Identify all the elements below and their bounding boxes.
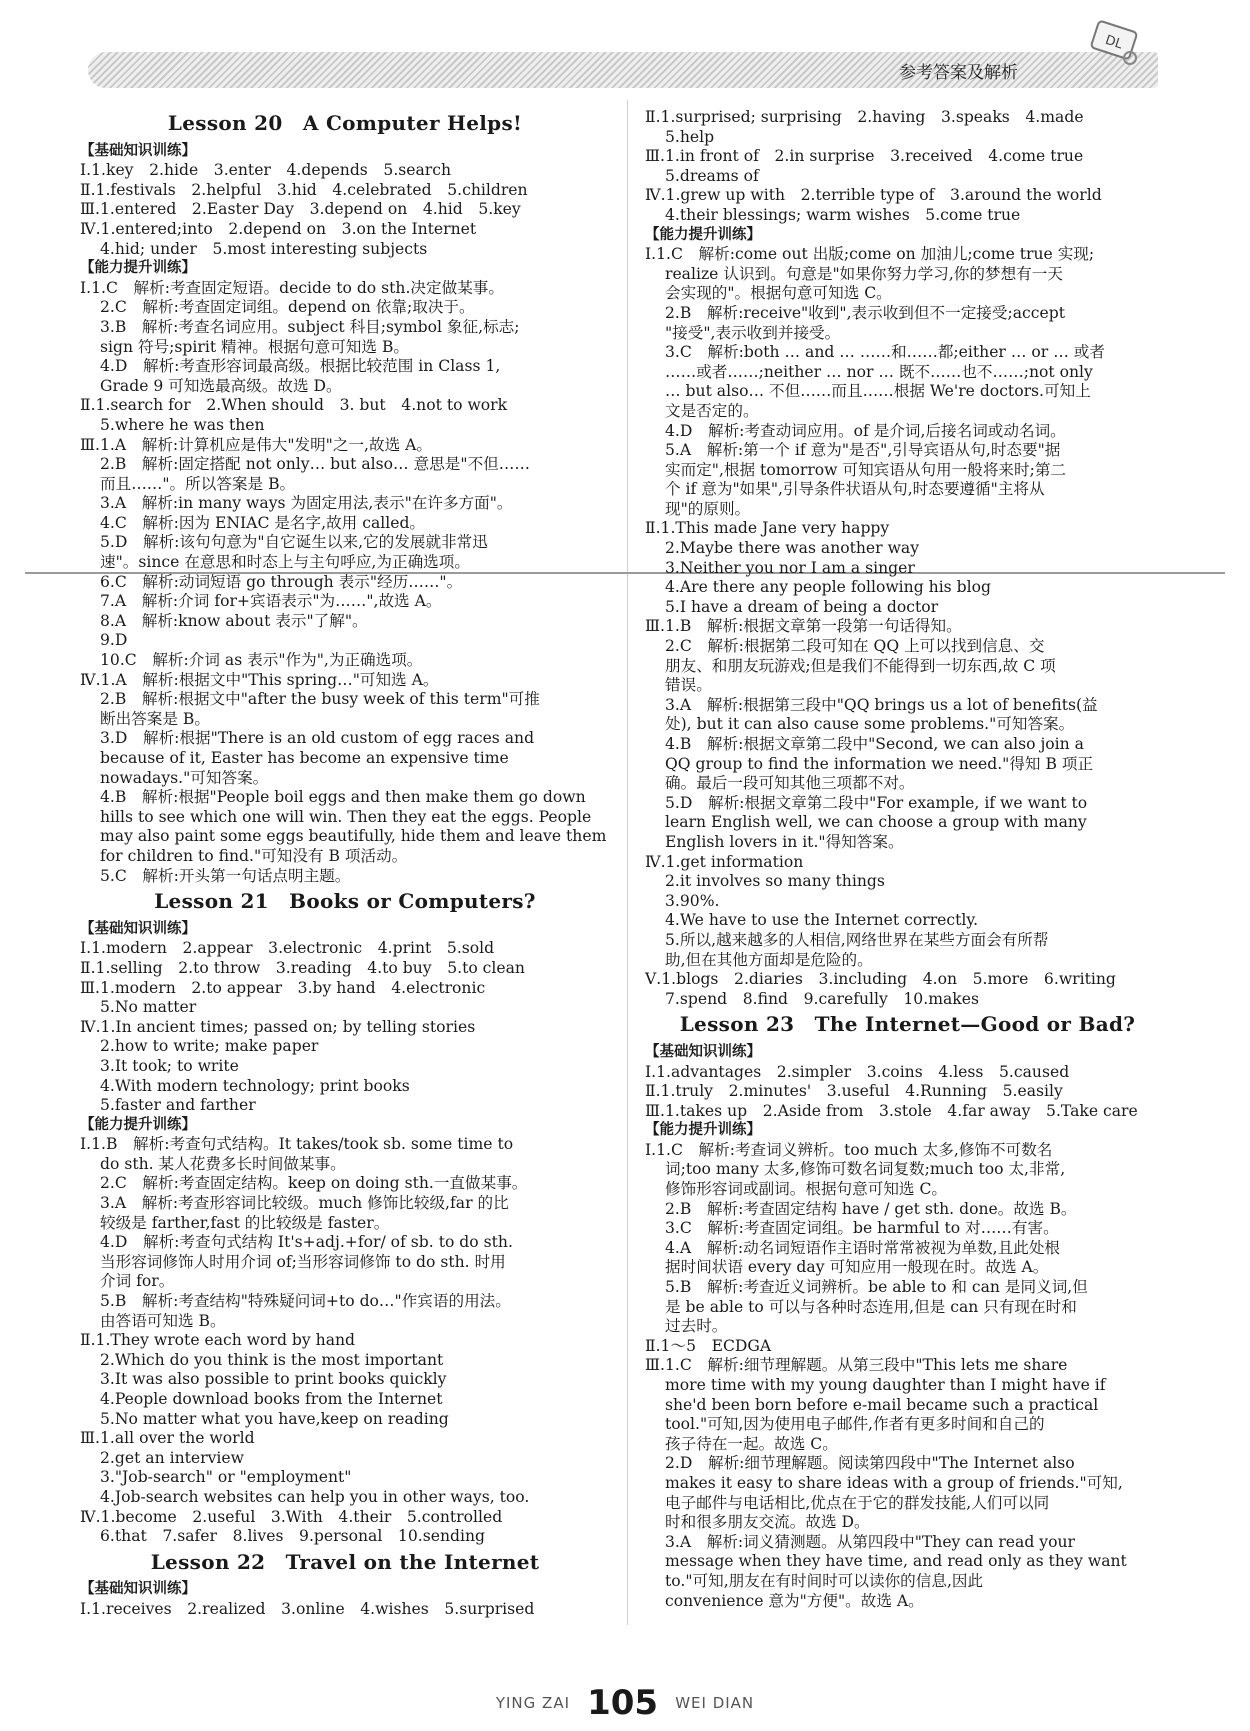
answer-line: 较级是 farther,fast 的比较级是 faster。 <box>100 1213 390 1232</box>
header-banner <box>88 52 1158 88</box>
answer-line: 5.A 解析:第一个 if 意为"是否",引导宾语从句,时态要"据 <box>665 441 1061 460</box>
answer-line: 时和很多朋友交流。故选 D。 <box>665 1513 870 1532</box>
answer-line: 7.spend 8.find 9.carefully 10.makes <box>665 989 979 1008</box>
answer-line: 4.B 解析:根据文章第二段中"Second, we can also join a <box>665 735 1084 753</box>
answer-line: more time with my young daughter than I might have if <box>665 1376 1106 1394</box>
answer-line: 3.C 解析:both … and … ……和……都;either … or … 或者 <box>665 343 1105 362</box>
answer-line: 4.We have to use the Internet correctly. <box>665 911 979 930</box>
answer-line: 修饰形容词或副词。根据句意可知选 C。 <box>665 1180 947 1199</box>
section-heading: 【能力提升训练】 <box>645 226 761 243</box>
footer <box>0 1683 1250 1723</box>
answer-line: 4.With modern technology; print books <box>100 1076 410 1095</box>
answer-line: Ⅲ.1.takes up 2.Aside from 3.stole 4.far away 5.Take care <box>645 1101 1138 1120</box>
answer-line: Ⅰ.1.B 解析:考查句式结构。It takes/took sb. some time to <box>80 1135 514 1154</box>
answer-line: 5.D 解析:该句句意为"自它诞生以来,它的发展就非常迅 <box>100 533 488 552</box>
answer-line: 文是否定的。 <box>665 401 759 420</box>
answer-line: Ⅰ.1.receives 2.realized 3.online 4.wishes 5.surprised <box>80 1599 535 1618</box>
right-column <box>645 108 1170 1611</box>
answer-line: 3.A 解析:根据第三段中"QQ brings us a lot of benefits(益 <box>665 695 1098 714</box>
answer-line: 现"的原则。 <box>665 499 751 518</box>
answer-line: 3.It was also possible to print books quickly <box>100 1370 447 1389</box>
answer-line: convenience 意为"方便"。故选 A。 <box>665 1591 924 1610</box>
answer-line: 7.A 解析:介词 for+宾语表示"为……",故选 A。 <box>100 592 442 611</box>
answer-line: 8.A 解析:know about 表示"了解"。 <box>100 611 368 630</box>
answer-line: 5.faster and farther <box>100 1096 256 1115</box>
answer-line: 6.that 7.safer 8.lives 9.personal 10.sending <box>100 1527 485 1546</box>
answer-line: 10.C 解析:介词 as 表示"作为",为正确选项。 <box>100 651 423 670</box>
answer-line: realize 认识到。句意是"如果你努力学习,你的梦想有一天 <box>665 264 1063 283</box>
section-heading: 【能力提升训练】 <box>645 1122 761 1139</box>
answer-line: 当形容词修饰人时用介词 of;当形容词修饰 to do sth. 时用 <box>100 1252 506 1271</box>
answer-line: 3.It took; to write <box>100 1056 239 1075</box>
answer-line: 5.B 解析:考查近义词辨析。be able to 和 can 是同义词,但 <box>665 1278 1088 1297</box>
answer-line: 2.it involves so many things <box>665 872 885 891</box>
answer-line: 而且……"。所以答案是 B。 <box>100 474 296 493</box>
answer-line: Ⅱ.1.They wrote each word by hand <box>80 1331 356 1350</box>
answer-line: 朋友、和朋友玩游戏;但是我们不能得到一切东西,故 C 项 <box>665 656 1056 675</box>
answer-line: 5.B 解析:考查结构"特殊疑问词+to do…"作宾语的用法。 <box>100 1292 511 1311</box>
answer-line: 2.D 解析:细节理解题。阅读第四段中"The Internet also <box>665 1454 1075 1473</box>
answer-line: Ⅴ.1.blogs 2.diaries 3.including 4.on 5.more 6.writing <box>645 970 1116 989</box>
answer-line: 5.help <box>665 127 715 146</box>
answer-line: 5.No matter what you have,keep on reading <box>100 1409 449 1428</box>
answer-line: 助,但在其他方面却是危险的。 <box>665 950 873 969</box>
answer-line: Ⅱ.1.This made Jane very happy <box>645 519 890 538</box>
answer-line: 2.B 解析:考查固定结构 have / get sth. done。故选 B。 <box>665 1199 1077 1218</box>
section-heading: 【基础知识训练】 <box>645 1043 761 1060</box>
answer-line: 5.No matter <box>100 998 197 1017</box>
answer-line: … but also… 不但……而且……根据 We're doctors.可知上 <box>665 382 1091 401</box>
answer-line: 5.C 解析:开头第一句话点明主题。 <box>100 866 351 885</box>
answer-line: Ⅱ.1.search for 2.When should 3. but 4.not to work <box>80 396 508 415</box>
answer-line: Ⅳ.1.get information <box>645 852 804 871</box>
answer-line: Ⅲ.1.all over the world <box>80 1429 255 1448</box>
page-number: 105 <box>587 1683 659 1723</box>
answer-line: Ⅲ.1.in front of 2.in surprise 3.received 4.come true <box>645 147 1084 166</box>
answer-line: 4.C 解析:因为 ENIAC 是名字,故用 called。 <box>100 513 426 532</box>
answer-line: hills to see which one will win. Then they eat the eggs. People <box>100 807 592 826</box>
answer-line: 速"。since 在意思和时态上与主句呼应,为正确选项。 <box>100 553 470 572</box>
answer-line: 3.B 解析:考查名词应用。subject 科目;symbol 象征,标志; <box>100 317 520 336</box>
answer-line: nowadays."可知答案。 <box>100 768 269 787</box>
answer-line: 3.A 解析:考查形容词比较级。much 修饰比较级,far 的比 <box>100 1194 509 1213</box>
answer-line: 介词 for。 <box>100 1272 175 1291</box>
answer-line: Ⅳ.1.entered;into 2.depend on 3.on the Internet <box>80 219 477 238</box>
answer-line: 5.where he was then <box>100 415 265 434</box>
answer-line: Ⅳ.1.become 2.useful 3.With 4.their 5.controlled <box>80 1507 503 1526</box>
answer-line: tool."可知,因为使用电子邮件,作者有更多时间和自己的 <box>665 1415 1045 1434</box>
answer-line: message when they have time, and read only as they want <box>665 1552 1127 1571</box>
section-heading: 【基础知识训练】 <box>80 142 196 159</box>
lesson-title: Lesson 22 Travel on the Internet <box>150 1549 540 1574</box>
answer-line: 2.Maybe there was another way <box>665 539 920 558</box>
answer-line: 4.D 解析:考查形容词最高级。根据比较范围 in Class 1, <box>100 357 501 376</box>
section-heading: 【能力提升训练】 <box>80 1116 196 1133</box>
answer-line: 6.C 解析:动词短语 go through 表示"经历……"。 <box>100 572 463 591</box>
answer-line: Ⅲ.1.A 解析:计算机应是伟大"发明"之一,故选 A。 <box>80 435 433 454</box>
answer-line: may also paint some eggs beautifully, hide them and leave them <box>100 827 607 846</box>
answer-line: 5.dreams of <box>665 166 759 185</box>
left-column <box>80 108 610 1620</box>
answer-line: 4.D 解析:考查句式结构 It's+adj.+for/ of sb. to do sth. <box>100 1233 513 1252</box>
answer-line: Ⅱ.1～5 ECDGA <box>645 1336 772 1355</box>
answer-line: to."可知,朋友在有时间时可以读你的信息,因此 <box>665 1571 984 1590</box>
answer-line: 孩子待在一起。故选 C。 <box>665 1434 838 1453</box>
answer-line: Ⅳ.1.In ancient times; passed on; by telling stories <box>80 1017 476 1036</box>
answer-line: 4.A 解析:动名词短语作主语时常常被视为单数,且此处根 <box>665 1238 1061 1257</box>
section-heading: 【能力提升训练】 <box>80 260 196 277</box>
answer-line: 3.Neither you nor I am a singer <box>665 558 915 577</box>
answer-line: Ⅱ.1.truly 2.minutes' 3.useful 4.Running 5.easily <box>645 1082 1063 1101</box>
answer-line: 2.B 解析:根据文中"after the busy week of this term"可推 <box>100 690 540 709</box>
answer-line: 2.C 解析:根据第二段可知在 QQ 上可以找到信息、交 <box>665 637 1045 656</box>
answer-line: Ⅲ.1.C 解析:细节理解题。从第三段中"This lets me share <box>645 1356 1068 1375</box>
answer-line: for children to find."可知没有 B 项活动。 <box>100 846 408 865</box>
answer-line: 3.D 解析:根据"There is an old custom of egg races and <box>100 729 535 748</box>
answer-line: sign 符号;spirit 精神。根据句意可知选 B。 <box>100 337 409 356</box>
answer-line: 5.D 解析:根据文章第二段中"For example, if we want to <box>665 793 1088 812</box>
answer-line: 2.how to write; make paper <box>100 1037 319 1056</box>
footer-right: WEI DIAN <box>675 1694 755 1712</box>
answer-line: Ⅱ.1.selling 2.to throw 3.reading 4.to buy 5.to clean <box>80 958 525 977</box>
answer-line: 2.get an interview <box>100 1448 244 1467</box>
answer-line: Grade 9 可知选最高级。故选 D。 <box>100 376 342 395</box>
answer-line: Ⅰ.1.modern 2.appear 3.electronic 4.print 5.sold <box>80 939 495 958</box>
answer-line: English lovers in it."得知答案。 <box>665 832 904 851</box>
answer-line: Ⅳ.1.grew up with 2.terrible type of 3.around the world <box>645 186 1102 205</box>
answer-line: 处), but it can also cause some problems."可知答案。 <box>665 715 1075 734</box>
answer-line: Ⅳ.1.A 解析:根据文中"This spring…"可知选 A。 <box>80 670 439 689</box>
answer-line: 由答语可知选 B。 <box>100 1311 226 1330</box>
answer-line: 据时间状语 every day 可知应用一般现在时。故选 A。 <box>665 1258 1049 1277</box>
answer-line: 4.Job-search websites can help you in other ways, too. <box>100 1487 530 1506</box>
logo-text: DL <box>1103 32 1125 53</box>
answer-line: 会实现的"。根据句意可知选 C。 <box>665 284 892 303</box>
answer-line: 2.B 解析:receive"收到",表示收到但不一定接受;accept <box>665 303 1065 322</box>
answer-line: 3."Job-search" or "employment" <box>100 1468 352 1487</box>
answer-line: 5.I have a dream of being a doctor <box>665 597 939 616</box>
answer-line: 错误。 <box>665 676 712 695</box>
answer-line: 确。最后一段可知其他三项都不对。 <box>665 774 915 793</box>
answer-line: because of it, Easter has become an expensive time <box>100 749 509 767</box>
answer-line: 9.D <box>100 631 128 650</box>
answer-line: QQ group to find the information we need."得知 B 项正 <box>665 754 1094 773</box>
answer-line: do sth. 某人花费多长时间做某事。 <box>100 1154 346 1173</box>
answer-line: 词;too many 太多,修饰可数名词复数;much too 太,非常, <box>665 1160 1066 1179</box>
answer-line: Ⅰ.1.C 解析:come out 出版;come on 加油儿;come true 实现; <box>645 245 1095 264</box>
answer-line: Ⅱ.1.festivals 2.helpful 3.hid 4.celebrated 5.children <box>80 180 528 199</box>
answer-line: Ⅱ.1.surprised; surprising 2.having 3.speaks 4.made <box>645 108 1084 126</box>
section-heading: 【基础知识训练】 <box>80 920 196 937</box>
answer-line: 2.Which do you think is the most important <box>100 1350 444 1369</box>
answer-line: 4.People download books from the Internet <box>100 1390 443 1408</box>
answer-line: Ⅰ.1.key 2.hide 3.enter 4.depends 5.search <box>80 161 452 180</box>
answer-line: 3.90%. <box>665 891 720 910</box>
answer-line: makes it easy to share ideas with a group of friends."可知, <box>665 1473 1123 1492</box>
answer-line: 是 be able to 可以与各种时态连用,但是 can 只有现在时和 <box>665 1297 1077 1316</box>
answer-line: 断出答案是 B。 <box>100 709 210 728</box>
answer-line: Ⅲ.1.entered 2.Easter Day 3.depend on 4.hid 5.key <box>80 200 521 219</box>
answer-line: 4.Are there any people following his blog <box>665 578 991 597</box>
answer-line: Ⅰ.1.advantages 2.simpler 3.coins 4.less 5.caused <box>645 1062 1070 1081</box>
answer-line: Ⅰ.1.C 解析:考查固定短语。decide to do sth.决定做某事。 <box>80 278 504 297</box>
lesson-title: Lesson 21 Books or Computers? <box>154 889 536 914</box>
answer-line: 2.C 解析:考查固定结构。keep on doing sth.一直做某事。 <box>100 1174 528 1193</box>
answer-line: 4.D 解析:考查动词应用。of 是介词,后接名词或动名词。 <box>665 421 1066 440</box>
logo-icon <box>1088 20 1148 66</box>
answer-line: Ⅲ.1.modern 2.to appear 3.by hand 4.electronic <box>80 978 486 997</box>
header-title: 参考答案及解析 <box>899 63 1018 83</box>
answer-line: 实而定",根据 tomorrow 可知宾语从句用一般将来时;第二 <box>665 460 1067 479</box>
answer-line: Ⅲ.1.B 解析:根据文章第一段第一句话得知。 <box>645 617 962 636</box>
answer-line: ……或者……;neither … nor … 既不……也不……;not only <box>665 362 1093 381</box>
answer-line: 2.B 解析:固定搭配 not only… but also… 意思是"不但…… <box>100 455 530 474</box>
answer-line: 4.their blessings; warm wishes 5.come true <box>665 205 1021 224</box>
answer-line: 5.所以,越来越多的人相信,网络世界在某些方面会有所帮 <box>665 930 1049 949</box>
answer-line: learn English well, we can choose a group with many <box>665 813 1087 832</box>
answer-line: 3.A 解析:词义猜测题。从第四段中"They can read your <box>665 1532 1075 1551</box>
lesson-title: Lesson 20 A Computer Helps! <box>167 111 523 135</box>
answer-line: "接受",表示收到并接受。 <box>665 323 841 342</box>
answer-line: 过去时。 <box>665 1317 728 1336</box>
section-heading: 【基础知识训练】 <box>80 1581 196 1598</box>
answer-line: 3.C 解析:考查固定词组。be harmful to 对……有害。 <box>665 1219 1059 1238</box>
answer-line: 4.B 解析:根据"People boil eggs and then make them go down <box>100 788 586 807</box>
answer-line: 电子邮件与电话相比,优点在于它的群发技能,人们可以同 <box>665 1493 1050 1512</box>
lesson-title: Lesson 23 The Internet—Good or Bad? <box>679 1012 1136 1037</box>
answer-line: she'd been born before e-mail became such a practical <box>665 1395 1099 1414</box>
answer-line: 个 if 意为"如果",引导条件状语从句,时态要遵循"主将从 <box>665 480 1045 499</box>
answer-line: Ⅰ.1.C 解析:考查词义辨析。too much 太多,修饰不可数名 <box>645 1140 1053 1159</box>
answer-line: 2.C 解析:考查固定词组。depend on 依靠;取决于。 <box>100 298 475 317</box>
footer-left: YING ZAI <box>495 1694 571 1712</box>
answer-line: 3.A 解析:in many ways 为固定用法,表示"在许多方面"。 <box>100 494 513 513</box>
answer-line: 4.hid; under 5.most interesting subjects <box>100 239 428 258</box>
column-divider <box>627 100 628 1625</box>
